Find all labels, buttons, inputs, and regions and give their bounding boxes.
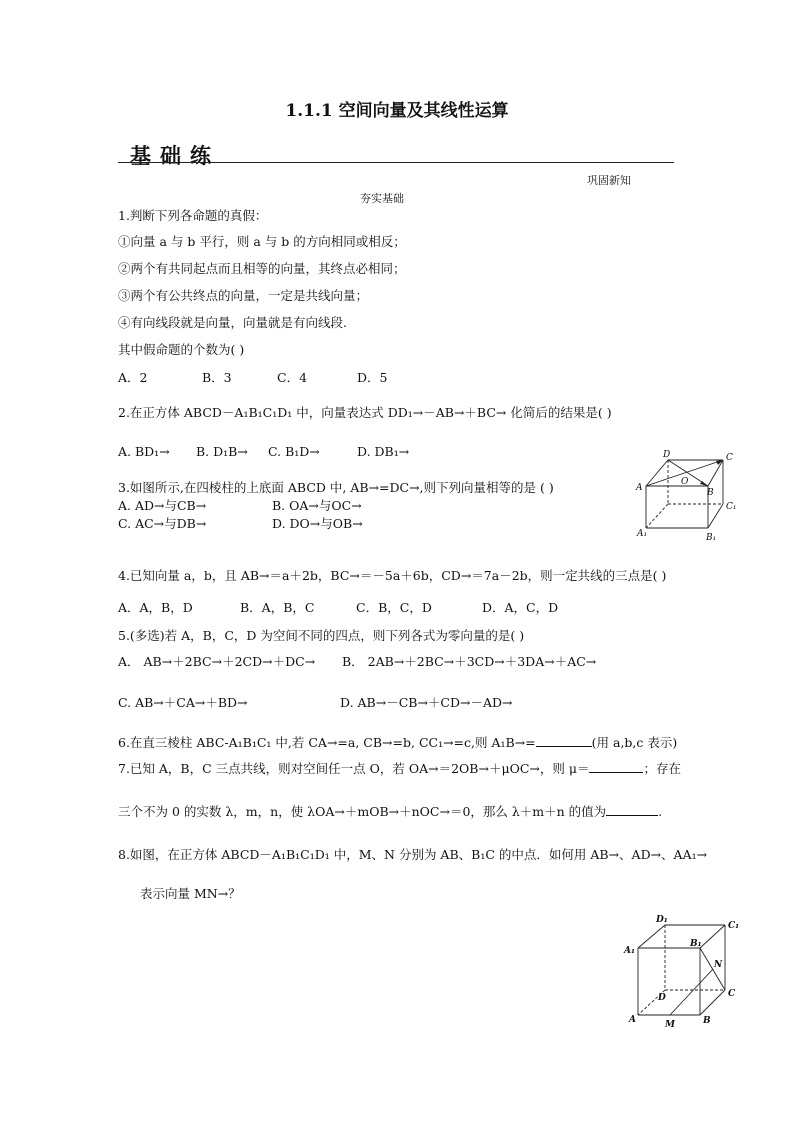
section-heading: 基础练: [130, 144, 220, 168]
q6-tail: (用 a,b,c 表示): [591, 735, 678, 750]
q1-option-c: C．4: [277, 370, 308, 385]
q7-line1: 7.已知 A，B，C 三点共线，则对空间任一点 O，若 OA→＝2OB→＋μOC→，则 μ＝: [118, 761, 590, 776]
q3-option-d: D. DO→与OB→: [272, 516, 363, 531]
label-a: A: [636, 483, 643, 493]
q5-option-d: D. AB→－CB→＋CD→－AD→: [340, 695, 513, 710]
edge-a1d1: [638, 925, 665, 948]
label-b1: B₁: [690, 939, 702, 949]
q3-option-a: A. AD→与CB→: [118, 498, 207, 513]
q1-statement-4: ④有向线段就是向量，向量就是有向线段.: [118, 315, 347, 330]
q1-ask: 其中假命题的个数为( ): [118, 342, 245, 357]
label-d1: D₁: [656, 915, 668, 925]
q2-stem: 2.在正方体 ABCD－A₁B₁C₁D₁ 中，向量表达式 DD₁→－AB→＋BC→ 化简后的结果是( ): [118, 405, 612, 420]
q5-stem: 5.(多选)若 A，B，C，D 为空间不同的四点，则下列各式为零向量的是( ): [118, 628, 525, 643]
label-c: C: [728, 989, 736, 999]
q1-statement-3: ③两个有公共终点的向量，一定是共线向量；: [118, 288, 369, 303]
q7-line1-tail: ；存在: [643, 761, 681, 776]
q1-option-a: A．2: [118, 370, 148, 385]
q5-option-b: B． 2AB→＋2BC→＋3CD→＋3DA→＋AC→: [342, 654, 597, 669]
label-n: N: [714, 960, 723, 970]
label-d: D: [663, 450, 671, 460]
page-title: 1.1.1 空间向量及其线性运算: [285, 101, 509, 121]
label-c1: C₁: [726, 502, 737, 512]
question-6: [118, 733, 677, 751]
q3-option-c: C. AC→与DB→: [118, 516, 207, 531]
q7-mu-blank[interactable]: [589, 760, 643, 773]
label-c1: C₁: [728, 921, 740, 931]
q4-option-a: A．A，B，D: [118, 600, 193, 615]
q2-option-c: C. B₁D→: [268, 444, 320, 459]
label-c: C: [726, 453, 733, 463]
q5-option-a: A． AB→＋2BC→＋2CD→＋DC→: [118, 654, 316, 669]
edge-b1c1: [708, 504, 723, 528]
q2-option-b: B. D₁B→: [196, 444, 248, 459]
label-m: M: [665, 1020, 675, 1030]
cube-figure: [618, 910, 746, 1030]
q4-option-b: B．A，B，C: [240, 600, 315, 615]
q7-line2-tail: .: [658, 804, 663, 819]
q7-sum-blank[interactable]: [606, 803, 658, 816]
q1-statement-1: ①向量 a 与 b 平行，则 a 与 b 的方向相同或相反；: [118, 234, 406, 249]
q2-option-d: D. DB₁→: [357, 444, 410, 459]
q7-line2: 三个不为 0 的实数 λ，m，n，使 λOA→＋mOB→＋nOC→＝0，那么 λ＋m＋n 的值为: [118, 804, 607, 819]
q3-stem: 3.如图所示,在四棱柱的上底面 ABCD 中, AB→=DC→,则下列向量相等的是 ( ): [118, 480, 554, 495]
tag-consolidate: 巩固新知: [587, 174, 631, 187]
edge-d1a1: [646, 504, 668, 528]
q1-option-d: D．5: [357, 370, 388, 385]
label-d: D: [658, 993, 666, 1003]
q4-stem: 4.已知向量 a，b，且 AB→＝a＋2b，BC→＝－5a＋6b，CD→＝7a－2b，则一定共线的三点是( ): [118, 568, 667, 583]
section-rule: [118, 162, 674, 163]
edge-bc: [700, 990, 725, 1015]
q1-statement-2: ②两个有共同起点而且相等的向量，其终点必相同；: [118, 261, 406, 276]
q1-stem: 1.判断下列各命题的真假：: [118, 208, 268, 223]
q4-option-d: D．A，C，D: [482, 600, 559, 615]
label-a1: A₁: [624, 946, 635, 956]
q8-line1: 8.如图，在正方体 ABCD－A₁B₁C₁D₁ 中，M、N 分别为 AB、B₁C 的中点．如何用 AB→、AD→、AA₁→: [118, 847, 708, 862]
q2-option-a: A. BD₁→: [118, 444, 170, 459]
tag-foundation: 夯实基础: [360, 192, 404, 205]
prism-figure: [628, 448, 748, 548]
label-b: B: [707, 488, 714, 498]
q6-stem: 6.在直三棱柱 ABC-A₁B₁C₁ 中,若 CA→=a, CB→=b, CC₁→=c,则 A₁B→=: [118, 735, 536, 750]
label-a1: A₁: [637, 529, 648, 539]
label-a: A: [629, 1015, 636, 1025]
q4-option-c: C．B，C，D: [356, 600, 432, 615]
q8-line2: 表示向量 MN→？: [140, 886, 241, 901]
q6-answer-blank[interactable]: [536, 734, 592, 747]
label-b: B: [703, 1016, 711, 1026]
label-b1: B₁: [706, 533, 717, 543]
label-o: O: [681, 477, 689, 487]
edge-b1c1: [700, 925, 725, 948]
q3-option-b: B. OA→与OC→: [272, 498, 362, 513]
q1-option-b: B．3: [202, 370, 232, 385]
q5-option-c: C. AB→＋CA→＋BD→: [118, 695, 248, 710]
